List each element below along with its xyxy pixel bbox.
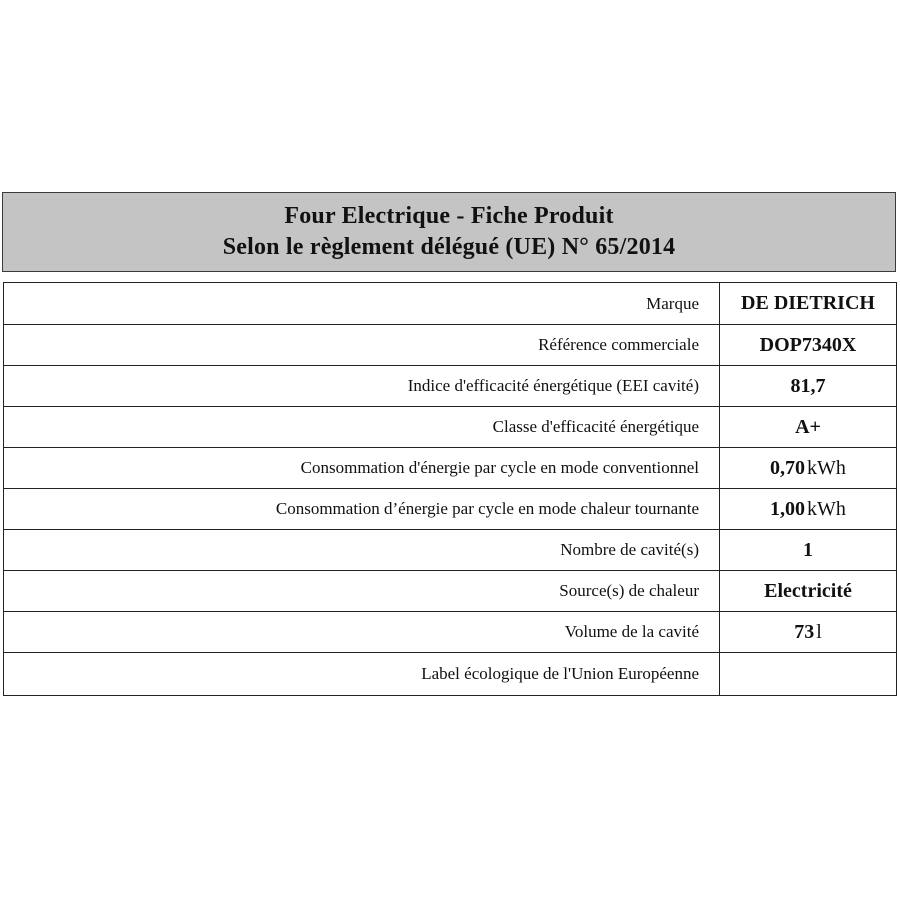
spec-value-text: 73 [794, 620, 815, 643]
spec-value-text: 1 [803, 538, 813, 561]
spec-value [720, 653, 897, 696]
spec-value [720, 407, 897, 448]
spec-value [720, 530, 897, 571]
spec-row-energy-class [4, 407, 897, 448]
spec-label: Classe d'efficacité énergétique [4, 407, 720, 448]
spec-value-text: DE DIETRICH [741, 292, 875, 314]
sheet-title: Four Electrique - Fiche Produit [284, 203, 614, 229]
spec-row-consumption-conventional [4, 448, 897, 489]
spec-value-text: 0,70 [770, 456, 806, 479]
spec-value [720, 283, 897, 325]
spec-value [720, 612, 897, 653]
spec-label: Marque [4, 283, 720, 325]
spec-unit: kWh [807, 456, 846, 479]
spec-row-cavities [4, 530, 897, 571]
product-sheet [0, 192, 900, 683]
spec-value-text: A+ [795, 415, 821, 438]
spec-label: Référence commerciale [4, 325, 720, 366]
spec-label: Label écologique de l'Union Européenne [4, 653, 720, 696]
spec-value-text: 81,7 [790, 374, 826, 397]
spec-value-text: Electricité [764, 579, 852, 602]
spec-value [720, 366, 897, 407]
spec-value [720, 448, 897, 489]
spec-label: Consommation d’énergie par cycle en mode chaleur tournante [4, 489, 720, 530]
spec-label: Consommation d'énergie par cycle en mode conventionnel [4, 448, 720, 489]
spec-unit: kWh [807, 497, 846, 520]
spec-label: Volume de la cavité [4, 612, 720, 653]
sheet-header [2, 192, 896, 272]
spec-value [720, 489, 897, 530]
spec-table [3, 282, 897, 696]
spec-row-ecolabel [4, 653, 897, 696]
spec-unit: l [816, 620, 822, 643]
sheet-subtitle: Selon le règlement délégué (UE) N° 65/2014 [222, 234, 676, 260]
spec-row-eei [4, 366, 897, 407]
spec-row-volume [4, 612, 897, 653]
spec-label: Nombre de cavité(s) [4, 530, 720, 571]
spec-value-text: 1,00 [770, 497, 806, 520]
spec-value [720, 571, 897, 612]
spec-value-text: DOP7340X [759, 333, 857, 356]
spec-label: Indice d'efficacité énergétique (EEI cavité) [4, 366, 720, 407]
spec-value [720, 325, 897, 366]
spec-label: Source(s) de chaleur [4, 571, 720, 612]
spec-row-heat-source [4, 571, 897, 612]
spec-row-brand [4, 283, 897, 325]
spec-row-consumption-fan [4, 489, 897, 530]
spec-row-reference [4, 325, 897, 366]
